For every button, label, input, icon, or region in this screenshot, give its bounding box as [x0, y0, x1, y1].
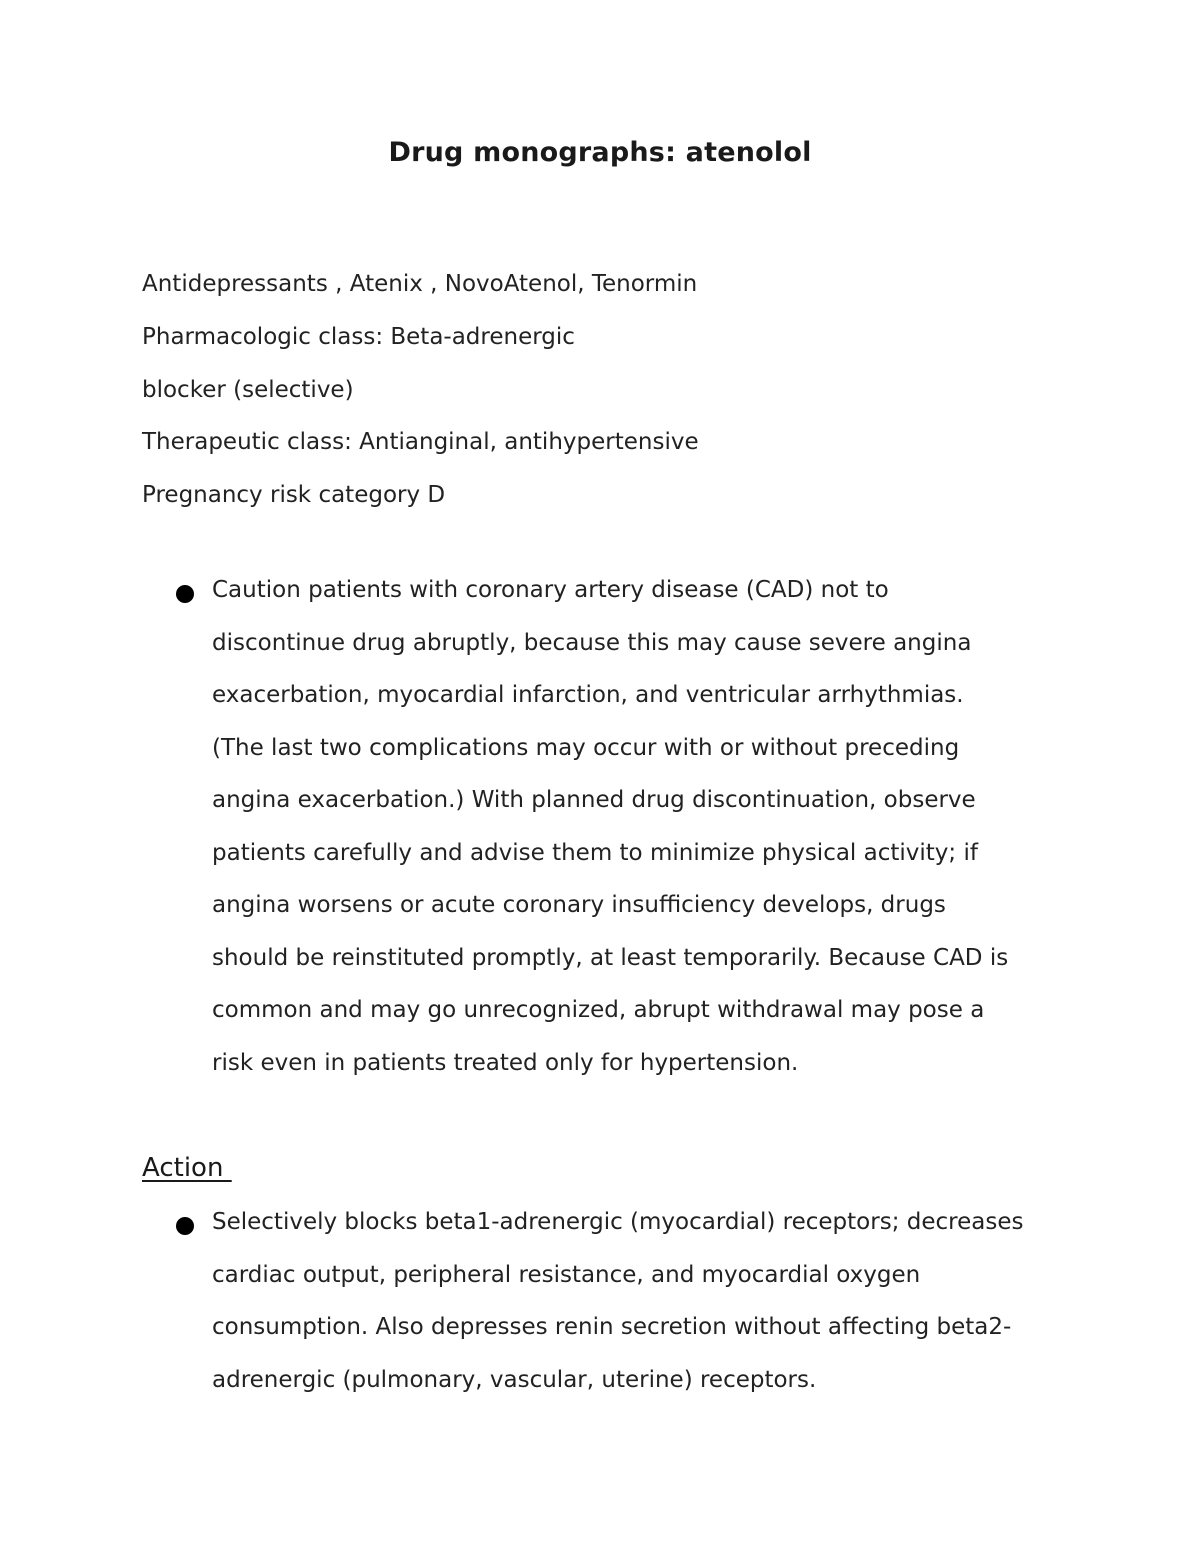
caution-line: angina exacerbation.) With planned drug discontinuation, observe [212, 787, 976, 813]
caution-bullet-item [212, 564, 1092, 1089]
action-line: Selectively blocks beta1-adrenergic (myocardial) receptors; decreases [212, 1209, 1024, 1235]
caution-line: (The last two complications may occur with or without preceding [212, 734, 960, 761]
action-bullet-item [212, 1196, 1092, 1406]
drug-info-block [142, 258, 1102, 522]
bullet-icon [176, 1217, 194, 1235]
action-line: adrenergic (pulmonary, vascular, uterine) receptors. [212, 1366, 817, 1393]
caution-line: Caution patients with coronary artery disease (CAD) not to [212, 577, 889, 603]
pharmacologic-class: Pharmacologic class: Beta-adrenergic [142, 323, 575, 350]
action-line: cardiac output, peripheral resistance, and myocardial oxygen [212, 1261, 921, 1288]
caution-line: should be reinstituted promptly, at least temporarily. Because CAD is [212, 944, 1009, 971]
page-title: Drug monographs: atenolol [388, 137, 812, 168]
action-heading: Action [142, 1153, 232, 1183]
caution-line: angina worsens or acute coronary insufficiency develops, drugs [212, 892, 946, 918]
caution-line: common and may go unrecognized, abrupt withdrawal may pose a [212, 997, 985, 1023]
caution-line: patients carefully and advise them to minimize physical activity; if [212, 839, 978, 866]
caution-line: risk even in patients treated only for hypertension. [212, 1049, 799, 1076]
bullet-icon [176, 585, 194, 603]
caution-line: discontinue drug abruptly, because this may cause severe angina [212, 629, 972, 656]
brand-names: Antidepressants , Atenix , NovoAtenol, Tenormin [142, 271, 698, 297]
pregnancy-risk-category: Pregnancy risk category D [142, 482, 446, 509]
therapeutic-class: Therapeutic class: Antianginal, antihypertensive [142, 429, 699, 456]
action-line: consumption. Also depresses renin secretion without affecting beta2- [212, 1314, 1012, 1340]
caution-line: exacerbation, myocardial infarction, and ventricular arrhythmias. [212, 682, 964, 708]
pharmacologic-class-continued: blocker (selective) [142, 376, 354, 403]
